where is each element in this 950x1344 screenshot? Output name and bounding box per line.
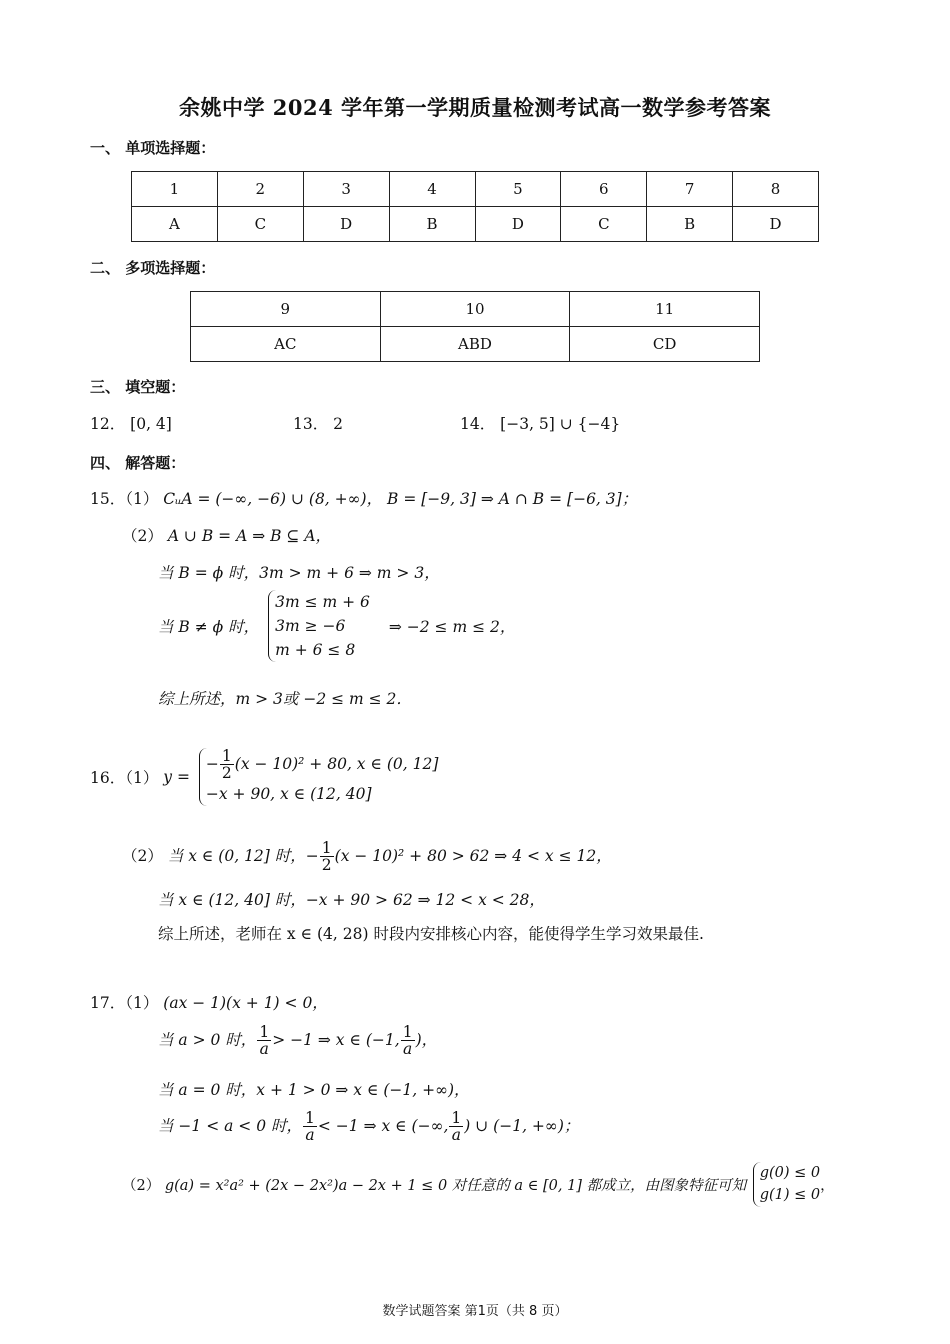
q17-part2-system xyxy=(753,1162,820,1207)
q16-part2-line3: 综上所述，老师在 x ∈ (4, 28) 时段内安排核心内容，能使得学生学习效果最佳. xyxy=(158,925,704,943)
table-row xyxy=(191,327,760,362)
system-line: 3m ≥ −6 xyxy=(275,617,346,636)
q17-part2 xyxy=(122,1162,835,1207)
table-row xyxy=(132,172,819,207)
multi-choice-table xyxy=(190,291,760,362)
q13-answer: 2 xyxy=(333,415,344,433)
fraction-denominator: a xyxy=(305,1126,315,1145)
fraction-numerator: 1 xyxy=(221,747,232,765)
q12-answer: [0, 4] xyxy=(130,415,172,433)
fraction-numerator: 1 xyxy=(259,1023,270,1041)
table-cell: CD xyxy=(570,327,760,362)
table-cell: 8 xyxy=(733,172,819,207)
table-cell: 4 xyxy=(389,172,475,207)
q15-label: 15．（1） xyxy=(90,490,159,508)
table-cell: 10 xyxy=(380,292,570,327)
table-cell: C xyxy=(561,207,647,242)
q17-case3-mid: < −1 ⇒ x ∈ (−∞, xyxy=(317,1116,449,1135)
table-cell: 5 xyxy=(475,172,561,207)
q17-part2-label: （2） xyxy=(122,1177,161,1194)
table-cell: B xyxy=(389,207,475,242)
table-cell: 6 xyxy=(561,172,647,207)
q14-label: 14． xyxy=(460,415,496,433)
q17-case3-pre: 当 −1 < a < 0 时， xyxy=(158,1116,302,1135)
fraction-denominator: 2 xyxy=(221,764,232,783)
q16-piecewise xyxy=(199,748,439,806)
q17-case3-post: ) ∪ (−1, +∞)； xyxy=(464,1116,580,1135)
fraction-numerator: 1 xyxy=(402,1023,413,1041)
q15-part2 xyxy=(122,524,331,546)
page-footer: 数学试题答案 第1页（共 8 页） xyxy=(382,1304,568,1319)
system-line: 3m ≤ m + 6 xyxy=(275,593,370,611)
q13-label: 13． xyxy=(293,415,329,433)
system-line: g(1) ≤ 0 xyxy=(759,1187,821,1204)
q15-case2-result: ⇒ −2 ≤ m ≤ 2， xyxy=(388,618,516,637)
q15-summary: 综上所述，m > 3或 −2 ≤ m ≤ 2． xyxy=(158,690,412,708)
q15-case2-prefix: 当 B ≠ ϕ 时， xyxy=(158,618,260,637)
fraction-numerator: 1 xyxy=(321,839,332,857)
table-cell: 3 xyxy=(303,172,389,207)
table-cell: 1 xyxy=(132,172,218,207)
table-cell: 11 xyxy=(570,292,760,327)
q16-part1 xyxy=(90,748,438,806)
q15-part2-label: （2） xyxy=(122,527,163,545)
q15-case1: 当 B = ϕ 时，3m > m + 6 ⇒ m > 3， xyxy=(158,564,440,582)
system-line: g(0) ≤ 0 xyxy=(759,1165,821,1181)
table-row xyxy=(191,292,760,327)
fraction-denominator: 2 xyxy=(321,856,332,875)
table-cell: 9 xyxy=(191,292,381,327)
q17-case1-mid: > −1 ⇒ x ∈ (−1, xyxy=(272,1030,400,1049)
q17-case3 xyxy=(158,1110,579,1144)
q16-part2-label: （2） xyxy=(122,846,163,865)
q17-part1-text: (ax − 1)(x + 1) < 0， xyxy=(163,994,328,1012)
table-cell: 2 xyxy=(217,172,303,207)
q17-case1-post: )， xyxy=(415,1030,438,1049)
piece-line: −x + 90, x ∈ (12, 40] xyxy=(205,784,372,803)
fraction-denominator: a xyxy=(259,1040,269,1059)
table-cell: A xyxy=(132,207,218,242)
q17-case1-pre: 当 a > 0 时， xyxy=(158,1030,257,1049)
system-line: m + 6 ≤ 8 xyxy=(275,641,356,660)
q16-part2-line2: 当 x ∈ (12, 40] 时，−x + 90 > 62 ⇒ 12 < x < 28， xyxy=(158,891,545,909)
piece-line: − $\frac{1}{2}$ (x − 10)² + 80, x ∈ (0, 12] xyxy=(205,747,439,783)
q15-part1 xyxy=(90,487,637,509)
table-cell: C xyxy=(217,207,303,242)
q17-part2-tail: ， xyxy=(820,1177,835,1194)
q15-part1-text: CᵤA = (−∞, −6) ∪ (8, +∞)， B = [−9, 3] ⇒ A ∩ B = [−6, 3]； xyxy=(163,490,638,508)
q16-part2-post: (x − 10)² + 80 > 62 ⇒ 4 < x ≤ 12， xyxy=(334,846,612,865)
q17-case1 xyxy=(158,1024,437,1058)
fraction-denominator: a xyxy=(451,1126,461,1145)
section-solutions: 四、 解答题： xyxy=(90,454,186,472)
section-single-choice: 一、 单项选择题： xyxy=(90,139,216,157)
table-cell: D xyxy=(733,207,819,242)
table-row xyxy=(132,207,819,242)
q16-y: y = xyxy=(163,767,190,786)
fraction-denominator: a xyxy=(403,1040,413,1059)
q17-label: 17．（1） xyxy=(90,994,159,1012)
fraction-numerator: 1 xyxy=(451,1109,462,1127)
q15-case2 xyxy=(158,590,515,662)
section-fill-blank: 三、 填空题： xyxy=(90,378,186,396)
q16-part2-pre: 当 x ∈ (0, 12] 时，− xyxy=(167,846,319,865)
page-title: 余姚中学 2024 学年第一学期质量检测考试高一数学参考答案 xyxy=(178,95,772,120)
q15-system xyxy=(268,590,370,662)
table-cell: AC xyxy=(191,327,381,362)
q16-label: 16．（1） xyxy=(90,768,159,787)
table-cell: 7 xyxy=(647,172,733,207)
table-cell: ABD xyxy=(380,327,570,362)
q17-part1 xyxy=(90,991,328,1013)
q16-piece1: (x − 10)² + 80, x ∈ (0, 12] xyxy=(234,754,439,773)
fill-q13 xyxy=(293,412,343,434)
fraction-numerator: 1 xyxy=(305,1109,315,1127)
fill-q12 xyxy=(90,412,172,434)
q12-label: 12． xyxy=(90,415,126,433)
single-choice-table xyxy=(131,171,819,242)
q16-part2-line1 xyxy=(122,840,612,874)
q14-answer: [−3, 5] ∪ {−4} xyxy=(500,415,621,433)
q15-part2-text: A ∪ B = A ⇒ B ⊆ A， xyxy=(167,527,332,545)
table-cell: D xyxy=(475,207,561,242)
q17-part2-text: g(a) = x²a² + (2x − 2x²)a − 2x + 1 ≤ 0 对任意的 a ∈ [0, 1] 都成立，由图象特征可知 xyxy=(164,1177,747,1194)
q17-case2: 当 a = 0 时，x + 1 > 0 ⇒ x ∈ (−1, +∞)， xyxy=(158,1081,470,1099)
fill-q14 xyxy=(460,412,620,434)
table-cell: B xyxy=(647,207,733,242)
table-cell: D xyxy=(303,207,389,242)
section-multi-choice: 二、 多项选择题： xyxy=(90,259,216,277)
